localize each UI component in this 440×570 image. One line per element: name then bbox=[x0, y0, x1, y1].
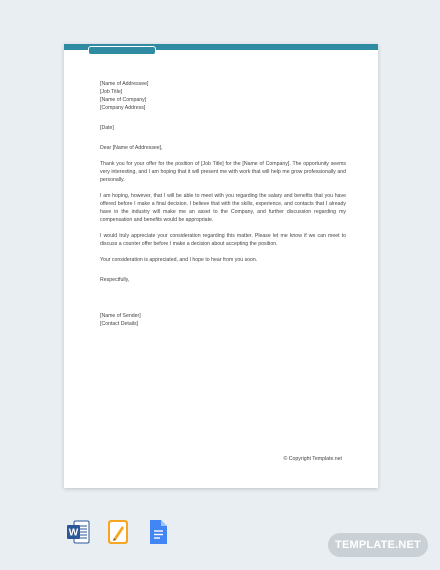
addressee-company: [Name of Company] bbox=[100, 97, 147, 103]
paragraph-2: I am hoping, however, that I will be able to meet with you regarding the salary and benefits that you have offered before I make a final decision. I believe that with the skills, experience, and contacts that I already have in the industry will make me an asset to the Company, and further discussion regarding my compensation and benefits would be appropriate. bbox=[100, 193, 346, 223]
addressee-job-title: [Job Title] bbox=[100, 89, 123, 95]
addressee-company-address: [Company Address] bbox=[100, 105, 146, 111]
letter-body bbox=[100, 80, 346, 328]
paragraph-3: I would truly appreciate your consideration regarding this matter. Please let me know if we can meet to discuss a counter offer before I make a decision about accepting the position. bbox=[100, 233, 346, 247]
letter-date: [Date] bbox=[100, 125, 114, 131]
salutation: Dear [Name of Addressee], bbox=[100, 145, 163, 151]
sender-contact: [Contact Details] bbox=[100, 321, 139, 327]
word-icon[interactable] bbox=[66, 518, 90, 546]
copyright-notice: © Copyright Template.net bbox=[283, 456, 342, 462]
closing: Respectfully, bbox=[100, 277, 130, 283]
paragraph-4: Your consideration is appreciated, and I hope to hear from you soon. bbox=[100, 257, 258, 263]
sender-name: [Name of Sender] bbox=[100, 313, 141, 319]
app-format-icons bbox=[66, 518, 170, 546]
paragraph-1: Thank you for your offer for the position of [Job Title] for the [Name of Company]. The opportunity seems very interesting, and I am hoping that it will present me with work that will help me grow professionally and personally. bbox=[100, 161, 346, 183]
template-net-badge[interactable]: TEMPLATE.NET bbox=[328, 533, 428, 557]
addressee-name: [Name of Addressee] bbox=[100, 81, 149, 87]
accent-tab bbox=[88, 46, 156, 55]
letter-sheet bbox=[64, 44, 378, 488]
word-icon-letter: W bbox=[68, 527, 79, 539]
pages-icon[interactable] bbox=[106, 518, 130, 546]
google-docs-icon[interactable] bbox=[146, 518, 170, 546]
